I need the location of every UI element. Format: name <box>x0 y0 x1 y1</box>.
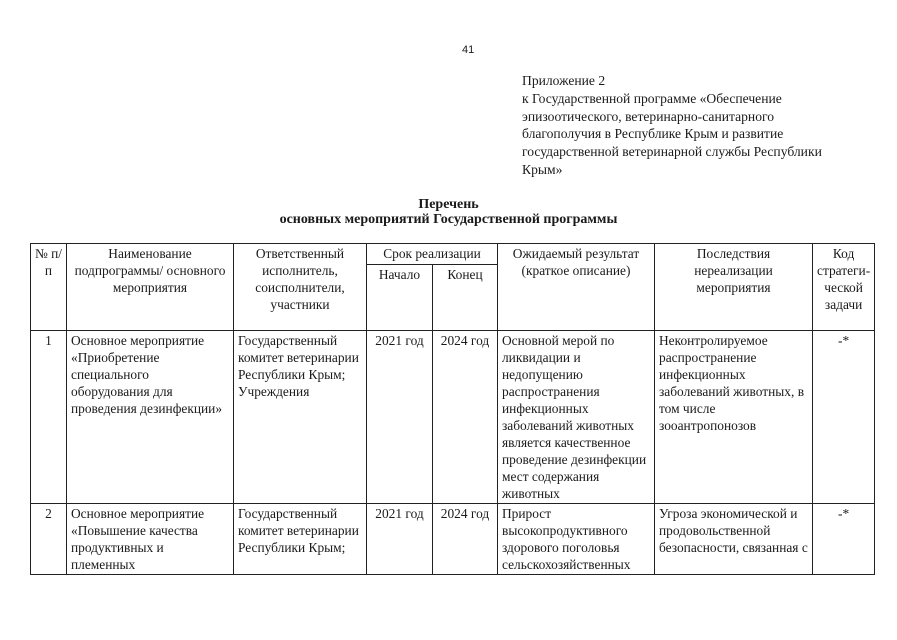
header-result: Ожидаемый результат (краткое описание) <box>498 244 655 331</box>
cell-code: -* <box>813 331 875 504</box>
cell-start: 2021 год <box>367 504 433 575</box>
table-row <box>31 331 875 504</box>
cell-result: Основной мерой по ликвидации и недопущению распространения инфекционных заболеваний животных является качественное проведение дезинфекции мест содержания животных <box>498 331 655 504</box>
cell-end: 2024 год <box>433 504 498 575</box>
header-start: Начало <box>367 265 433 331</box>
cell-responsible: Государственный комитет ветеринарии Республики Крым; Учреждения <box>234 331 367 504</box>
appendix-line: к Государственной программе «Обеспечение <box>522 90 782 106</box>
document-title: Перечень <box>418 197 479 212</box>
appendix-line: благополучия в Республике Крым и развитие <box>522 126 784 142</box>
header-end: Конец <box>433 265 498 331</box>
header-responsible: Ответственный исполнитель, соисполнители, участники <box>234 244 367 331</box>
document-subtitle: основных мероприятий Государственной программы <box>279 212 618 227</box>
appendix-line: Крым» <box>522 161 563 177</box>
page-number: 41 <box>462 44 475 56</box>
header-term: Срок реализации <box>367 244 498 265</box>
header-name: Наименование подпрограммы/ основного мероприятия <box>67 244 234 331</box>
appendix-line: эпизоотического, ветеринарно-санитарного <box>522 108 775 124</box>
cell-name: Основное мероприятие «Приобретение специального оборудования для проведения дезинфекции» <box>67 331 234 504</box>
cell-consequences: Неконтролируемое распространение инфекционных заболеваний животных, в том числе зооантропонозов <box>655 331 813 504</box>
measures-table <box>30 243 875 575</box>
cell-name: Основное мероприятие «Повышение качества продуктивных и племенных <box>67 504 234 575</box>
cell-code: -* <box>813 504 875 575</box>
cell-end: 2024 год <box>433 331 498 504</box>
cell-consequences: Угроза экономической и продовольственной безопасности, связанная с <box>655 504 813 575</box>
cell-num: 2 <box>31 504 67 575</box>
header-consequences: Последствия нереализации мероприятия <box>655 244 813 331</box>
appendix-note <box>522 72 867 179</box>
appendix-line: Приложение 2 <box>522 73 606 88</box>
appendix-line: государственной ветеринарной службы Республики <box>522 144 822 160</box>
cell-responsible: Государственный комитет ветеринарии Республики Крым; <box>234 504 367 575</box>
table-row <box>31 504 875 575</box>
cell-num: 1 <box>31 331 67 504</box>
cell-start: 2021 год <box>367 331 433 504</box>
cell-result: Прирост высокопродуктивного здорового поголовья сельскохозяйственных <box>498 504 655 575</box>
header-num: № п/п <box>31 244 67 331</box>
header-code: Код стратеги-ческой задачи <box>813 244 875 331</box>
